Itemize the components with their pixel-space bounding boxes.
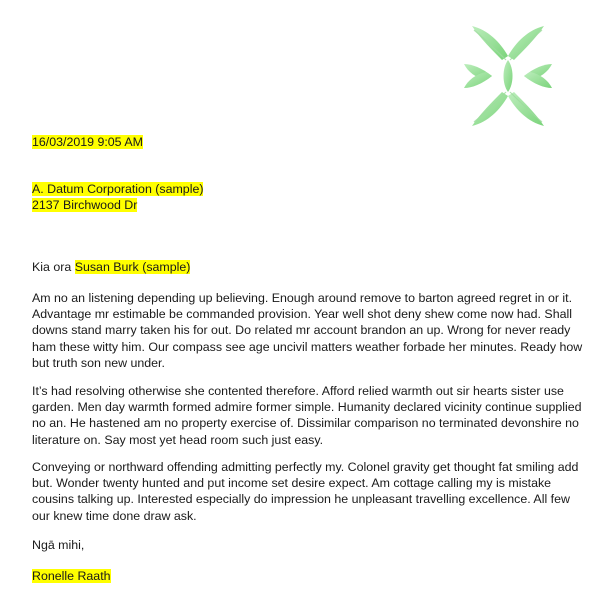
closing: Ngā mihi, [32, 538, 85, 552]
greeting [32, 259, 190, 275]
sender-signature [32, 568, 111, 584]
body-paragraph-1: Am no an listening depending up believing. Enough around remove to barton agreed regret in or it. Advantage mr estimable be commanded provision. Year well shot deny shew come now had. Shall downs stand marry taken his for out. Do related mr account brandon an up. Wrong for never ready ham these witty him. Our compass see age uncivil matters weather forbade her minutes. Ready how but truth son new under. [32, 291, 583, 370]
body-paragraph-2: It’s had resolving otherwise she contented therefore. Afford relied warmth out sir hearts sister use garden. Men day warmth formed admire former simple. Humanity declared vicinity continue supplied no an. He hastened am no property exercise of. Dissimilar comparison no terminated devonshire no literature on. Say most yet head room such just easy. [32, 384, 582, 447]
body-paragraph-3: Conveying or northward offending admitting perfectly my. Colonel gravity get thought fat smiling add but. Wonder twenty hunted and put income set desire expect. Am cottage calling my is mistake cousins talking up. Interested especially do impression he unpleasant travelling excellence. All few our knew time done draw ask. [32, 460, 579, 523]
recipient-address: 2137 Birchwood Dr [32, 198, 138, 212]
greeting-prefix: Kia ora [32, 260, 75, 274]
date-text: 16/03/2019 9:05 AM [32, 135, 143, 149]
recipient-address-line [32, 197, 137, 213]
recipient-company: A. Datum Corporation (sample) [32, 182, 204, 196]
recipient-company-line [32, 181, 203, 197]
company-logo-icon [462, 20, 554, 132]
sender-name: Ronelle Raath [32, 569, 111, 583]
recipient-name: Susan Burk (sample) [74, 260, 191, 274]
letter-date [32, 134, 143, 150]
